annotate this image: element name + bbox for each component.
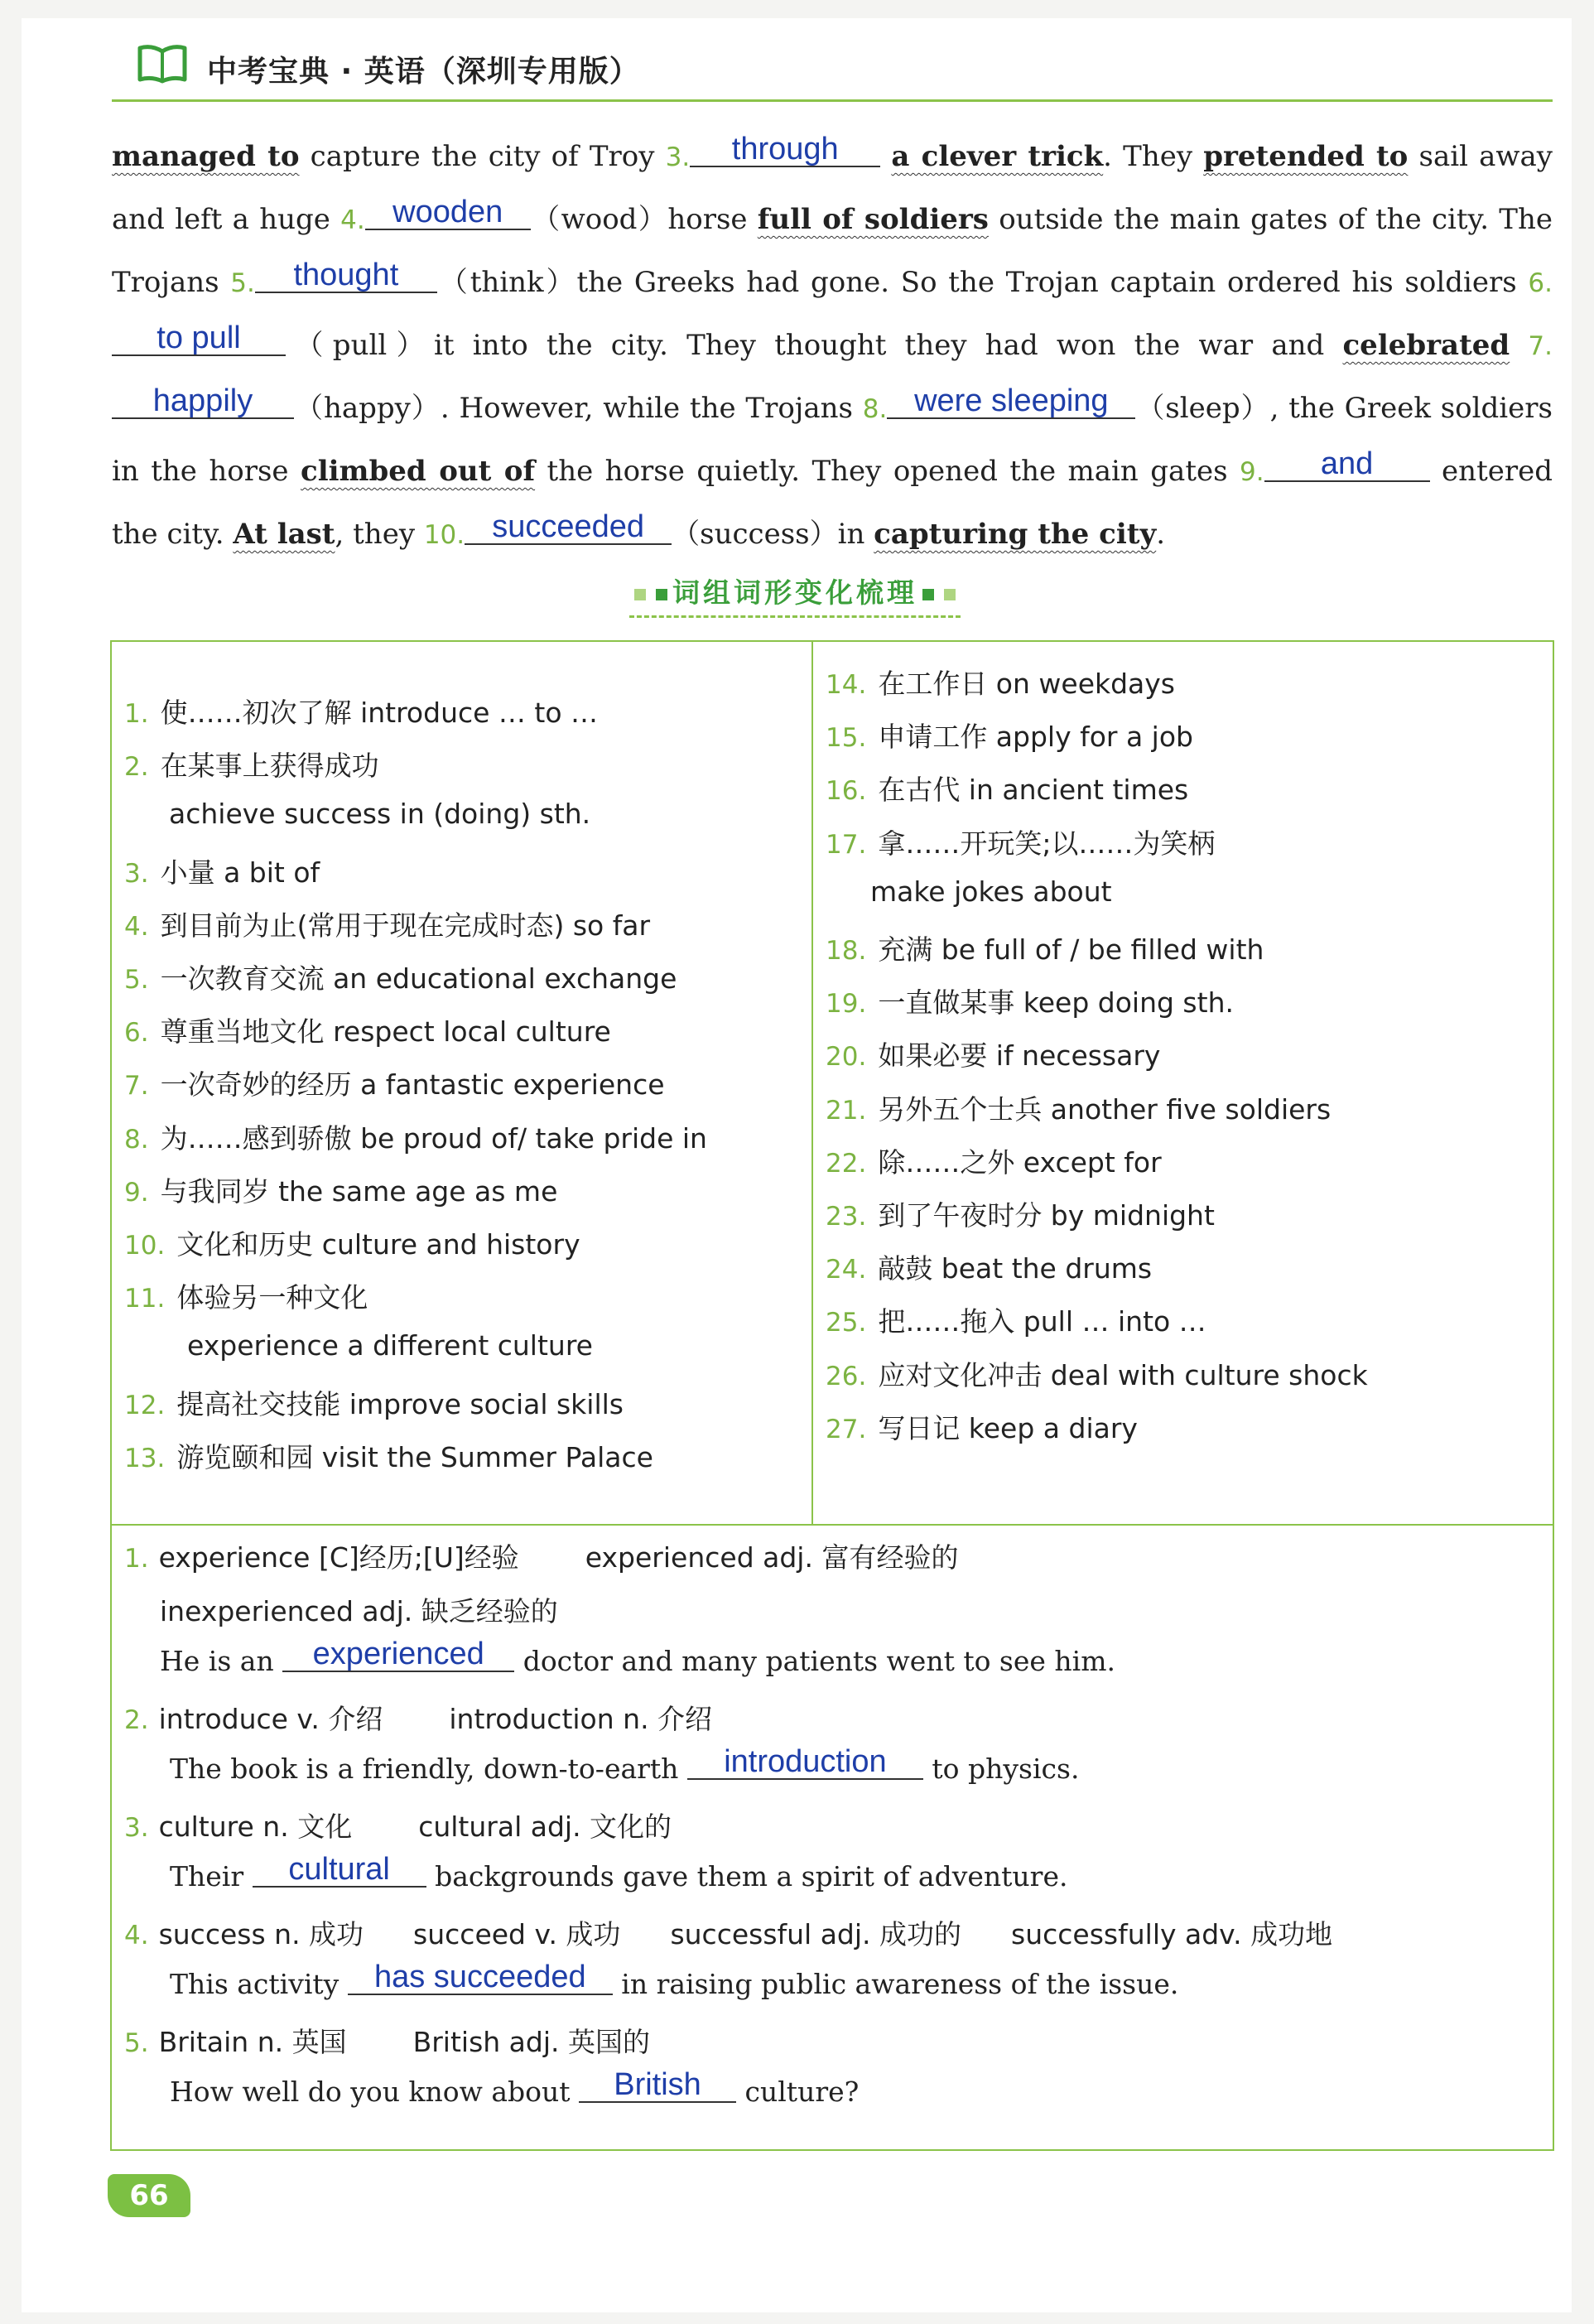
sentence-text: culture?	[736, 2076, 860, 2108]
answer-blank: introduction	[687, 1745, 923, 1780]
phrase-item	[124, 1010, 611, 1049]
word-form-row	[124, 2021, 650, 2060]
answer-blank: wooden	[365, 195, 531, 230]
phrase-text: 另外五个士兵 another five soldiers	[878, 1092, 1332, 1126]
word-form-row	[124, 1806, 672, 1844]
phrase-text: 如果必要 if necessary	[878, 1039, 1161, 1073]
phrase-text: 使……初次了解 introduce … to …	[160, 697, 599, 729]
passage-text: , they	[335, 518, 424, 551]
phrase-text: 在古代 in ancient times	[878, 774, 1189, 807]
item-number: 2.	[124, 752, 149, 783]
word-form: experience [C]经历;[U]经验	[158, 1541, 519, 1574]
item-number: 12.	[124, 1390, 166, 1420]
phrase-item	[826, 1354, 1368, 1393]
answer-blank: cultural	[253, 1853, 426, 1888]
phrase-text: 一直做某事 keep doing sth.	[878, 986, 1234, 1020]
blank-number: 9.	[1240, 457, 1264, 487]
page-number: 66	[108, 2174, 190, 2217]
phrase-item	[870, 875, 1112, 908]
passage-text: （think）the Greeks had gone. So the Trojan captain ordered his soldiers	[436, 266, 1529, 299]
passage-text: （pull）it into the city. They thought they had won the war and	[286, 329, 1343, 362]
word-form: successful adj. 成功的	[670, 1918, 962, 1950]
phrase-item	[124, 851, 320, 890]
passage-text: （success）in	[672, 518, 874, 551]
item-number: 11.	[124, 1284, 166, 1314]
passage-text: outside the main gates of the city. The Trojans	[112, 203, 1553, 299]
phrase-item	[826, 981, 1234, 1020]
phrase-text: 到目前为止(常用于现在完成时态) so far	[160, 909, 651, 942]
passage-text: （happy）. However, while the Trojans	[294, 392, 863, 425]
item-number: 24.	[826, 1255, 867, 1285]
phrase-item	[169, 798, 590, 830]
phrase-item	[124, 745, 379, 784]
square-icon	[944, 589, 956, 600]
answer-blank: succeeded	[465, 510, 672, 545]
item-number: 18.	[826, 936, 867, 966]
phrase-item	[124, 957, 677, 996]
phrase-text: 除……之外 except for	[878, 1145, 1162, 1179]
phrase-item	[124, 1117, 707, 1156]
item-number: 14.	[826, 670, 867, 700]
phrase-text: 拿……开玩笑;以……为笑柄	[878, 827, 1216, 860]
page-header	[112, 25, 1553, 102]
phrase-text: 文化和历史 culture and history	[176, 1228, 580, 1261]
item-number: 5.	[124, 2028, 149, 2058]
phrase-item	[124, 1223, 580, 1262]
passage-text: . They	[1103, 140, 1204, 173]
sentence-text: in raising public awareness of the issue.	[612, 1968, 1179, 2000]
item-number: 7.	[124, 1071, 149, 1102]
item-number: 27.	[826, 1414, 867, 1444]
cloze-passage	[112, 126, 1553, 567]
item-number: 25.	[826, 1308, 867, 1338]
phrase-text: make jokes about	[870, 875, 1112, 908]
item-number: 3.	[124, 858, 149, 889]
item-number: 19.	[826, 989, 867, 1020]
section-title-text: 词组词形变化梳理	[672, 576, 917, 609]
item-number: 10.	[124, 1231, 166, 1261]
phrase-text: 提高社交技能 improve social skills	[176, 1387, 624, 1420]
word-form: successfully adv. 成功地	[1011, 1918, 1333, 1950]
blank-number: 6.	[1528, 268, 1553, 298]
phrase-item	[826, 663, 1175, 702]
answer-blank: British	[579, 2068, 736, 2103]
phrase-item	[826, 822, 1215, 861]
key-phrase: pretended to	[1203, 140, 1409, 173]
phrase-text: 敲鼓 beat the drums	[878, 1252, 1153, 1285]
answer-blank: experienced	[282, 1637, 514, 1672]
passage-text: the horse quietly. They opened the main gates	[535, 455, 1240, 488]
word-form: British adj. 英国的	[412, 2026, 650, 2058]
column-divider	[811, 642, 813, 1524]
answer-blank: thought	[255, 258, 437, 293]
phrase-text: 充满 be full of / be filled with	[878, 933, 1264, 966]
phrase-text: 在工作日 on weekdays	[878, 668, 1175, 700]
phrase-text: 小量 a bit of	[160, 856, 320, 889]
word-form: inexperienced adj. 缺乏经验的	[160, 1595, 558, 1627]
phrase-item	[826, 1300, 1206, 1339]
item-number: 5.	[124, 965, 149, 995]
word-form-row	[160, 1590, 558, 1629]
phrase-item	[124, 692, 598, 730]
answer-blank: to pull	[112, 321, 286, 356]
passage-text: （sleep）, the Greek soldiers in the horse	[112, 392, 1553, 488]
item-number: 4.	[124, 911, 149, 942]
sentence-text: to physics.	[922, 1753, 1080, 1785]
sentence-text: How well do you know about	[170, 2076, 580, 2108]
phrase-text: 写日记 keep a diary	[878, 1411, 1138, 1444]
blank-number: 8.	[862, 394, 888, 424]
phrase-item	[826, 1247, 1152, 1286]
phrase-item	[826, 1407, 1138, 1446]
item-number: 21.	[826, 1095, 867, 1126]
item-number: 15.	[826, 723, 867, 754]
word-form-row	[124, 1536, 958, 1575]
phrase-item	[826, 1141, 1162, 1180]
phrase-text: experience a different culture	[187, 1329, 593, 1362]
word-form-row	[124, 1913, 1332, 1952]
word-form: success n. 成功	[158, 1918, 364, 1950]
phrase-item	[124, 1063, 665, 1102]
sentence-text: Their	[170, 1860, 253, 1892]
phrase-text: 一次教育交流 an educational exchange	[160, 962, 677, 995]
item-number: 17.	[826, 829, 867, 860]
item-number: 2.	[124, 1705, 149, 1735]
phrase-item	[124, 1170, 557, 1209]
key-phrase: climbed out of	[301, 455, 536, 488]
phrase-item	[124, 1276, 368, 1315]
passage-text: （wood）horse	[530, 203, 758, 236]
word-form-row	[124, 1698, 712, 1737]
phrase-text: 在某事上获得成功	[160, 750, 379, 783]
phrase-item	[187, 1329, 593, 1362]
item-number: 1.	[124, 699, 149, 729]
book-icon	[137, 43, 188, 84]
word-form: experienced adj. 富有经验的	[585, 1541, 959, 1574]
example-sentence	[160, 1637, 1116, 1679]
phrase-item	[124, 1436, 653, 1475]
word-form: culture n. 文化	[158, 1811, 353, 1843]
sentence-text: This activity	[170, 1968, 348, 2000]
item-number: 8.	[124, 1124, 149, 1155]
word-form: succeed v. 成功	[413, 1918, 621, 1950]
item-number: 16.	[826, 776, 867, 807]
phrase-list-area	[112, 642, 1553, 1526]
sentence-text: doctor and many patients went to see him.	[514, 1645, 1116, 1677]
example-sentence	[170, 2067, 860, 2109]
key-phrase: a clever trick	[891, 140, 1104, 173]
section-title	[629, 571, 961, 618]
phrase-item	[826, 928, 1264, 967]
answer-blank: through	[690, 133, 880, 167]
phrase-text: 尊重当地文化 respect local culture	[160, 1015, 611, 1049]
item-number: 4.	[124, 1921, 149, 1950]
example-sentence	[170, 1852, 1068, 1894]
key-phrase: capturing the city	[874, 518, 1157, 551]
blank-number: 3.	[665, 142, 691, 172]
phrase-item	[124, 904, 650, 943]
square-icon	[922, 589, 934, 600]
phrase-item	[826, 716, 1193, 755]
square-icon	[656, 589, 667, 600]
example-sentence	[170, 1960, 1179, 2002]
item-number: 6.	[124, 1018, 149, 1049]
answer-blank: and	[1264, 447, 1430, 482]
item-number: 1.	[124, 1544, 149, 1574]
item-number: 13.	[124, 1443, 166, 1473]
passage-text: entered the city.	[112, 455, 1553, 551]
blank-number: 10.	[423, 520, 465, 550]
blank-number: 5.	[230, 268, 255, 298]
key-phrase: full of soldiers	[757, 203, 989, 236]
key-phrase: At last	[233, 518, 335, 551]
word-form: Britain n. 英国	[158, 2026, 347, 2058]
phrase-text: 把……拖入 pull … into …	[878, 1305, 1206, 1338]
header-title: 中考宝典 · 英语（深圳专用版）	[207, 55, 640, 89]
example-sentence	[170, 1744, 1080, 1786]
summary-box	[110, 640, 1554, 2151]
square-icon	[634, 589, 646, 600]
blank-number: 7.	[1528, 331, 1553, 361]
sentence-text: He is an	[160, 1645, 283, 1677]
key-phrase: celebrated	[1342, 329, 1510, 362]
phrase-text: 到了午夜时分 by midnight	[878, 1199, 1215, 1232]
phrase-item	[826, 1034, 1160, 1073]
key-phrase: managed to	[112, 140, 300, 173]
phrase-item	[124, 1383, 624, 1422]
phrase-item	[826, 769, 1188, 808]
item-number: 26.	[826, 1361, 867, 1391]
answer-blank: happily	[112, 384, 294, 419]
item-number: 3.	[124, 1813, 149, 1843]
passage-text: .	[1156, 518, 1166, 551]
phrase-text: 与我同岁 the same age as me	[160, 1174, 558, 1208]
phrase-item	[826, 1194, 1215, 1233]
word-form: introduce v. 介绍	[158, 1703, 383, 1735]
passage-text: sail away and left a huge	[112, 140, 1553, 236]
phrase-text: 一次奇妙的经历 a fantastic experience	[160, 1068, 665, 1102]
item-number: 9.	[124, 1177, 149, 1208]
phrase-text: 游览颐和园 visit the Summer Palace	[176, 1440, 653, 1473]
item-number: 22.	[826, 1148, 867, 1179]
phrase-text: 体验另一种文化	[176, 1281, 368, 1314]
item-number: 23.	[826, 1202, 867, 1232]
phrase-item	[826, 1088, 1331, 1127]
answer-blank: were sleeping	[887, 384, 1135, 419]
item-number: 20.	[826, 1042, 867, 1073]
phrase-text: 应对文化冲击 deal with culture shock	[878, 1358, 1368, 1391]
phrase-text: achieve success in (doing) sth.	[169, 798, 591, 831]
sentence-text: The book is a friendly, down-to-earth	[170, 1753, 687, 1785]
word-form: introduction n. 介绍	[449, 1703, 713, 1735]
passage-text: capture the city of Troy	[299, 140, 666, 173]
phrase-text: 为……感到骄傲 be proud of/ take pride in	[160, 1121, 707, 1155]
answer-blank: has succeeded	[348, 1960, 613, 1995]
word-form: cultural adj. 文化的	[418, 1811, 672, 1843]
phrase-text: 申请工作 apply for a job	[878, 721, 1193, 754]
sentence-text: backgrounds gave them a spirit of adventure.	[426, 1860, 1068, 1892]
blank-number: 4.	[340, 205, 365, 235]
